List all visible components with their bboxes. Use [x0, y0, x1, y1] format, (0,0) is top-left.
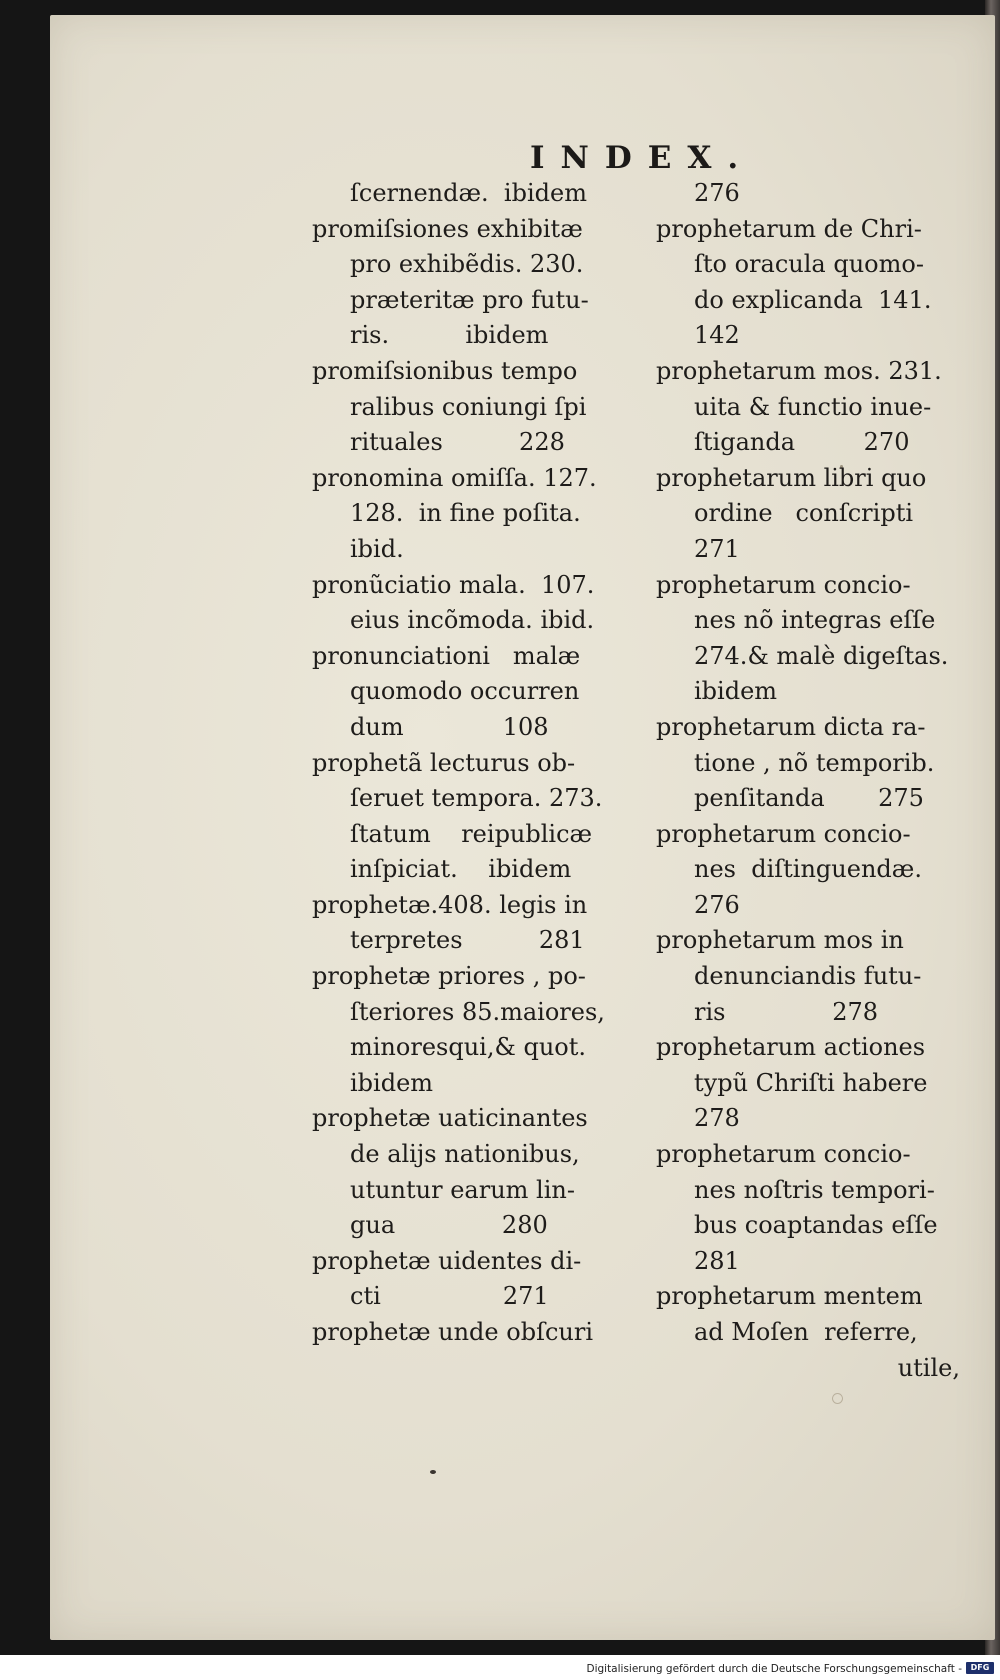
index-entry-continuation: tione , nõ temporib.: [694, 748, 935, 777]
index-entry-continuation: penſitanda 275: [694, 784, 924, 813]
index-entry-continuation: ris. ibidem: [350, 321, 549, 350]
index-entry: prophetæ unde obſcuri: [312, 1318, 593, 1346]
index-entry-continuation: pro exhibẽdis. 230.: [350, 250, 584, 279]
index-entry-continuation: denunciandis futu-: [694, 962, 922, 991]
index-entry-continuation: minoresqui,& quot.: [350, 1033, 586, 1062]
index-entry: prophetæ uidentes di-: [312, 1246, 582, 1275]
index-entry: prophetarum mos in: [656, 926, 904, 955]
index-entry-continuation: ordine conſcripti: [694, 499, 914, 528]
index-entry-continuation: ſteriores 85.maiores,: [350, 997, 605, 1026]
index-entry-continuation: nes nõ integras eſſe: [694, 606, 936, 635]
index-entry-continuation: ibid.: [350, 534, 404, 563]
index-entry-continuation: nes diſtinguendæ.: [694, 855, 922, 884]
index-entry-continuation: quomodo occurren: [350, 677, 580, 706]
index-entry-continuation: ralibus coniungi ſpi: [350, 392, 587, 421]
index-entry: prophetã lecturus ob-: [312, 748, 576, 777]
index-entry-continuation: 281: [694, 1246, 740, 1275]
index-entry: prophetarum libri quo: [656, 463, 927, 492]
index-entry-continuation: 142: [694, 321, 740, 350]
index-column-right: [656, 176, 960, 1386]
index-entry-continuation: cti 271: [350, 1282, 549, 1311]
index-entry: prophetarum actiones: [656, 1033, 926, 1062]
paper-stain: [832, 1393, 843, 1404]
index-entry-continuation: rituales 228: [350, 428, 565, 457]
index-entry-continuation: utuntur earum lin-: [350, 1175, 575, 1204]
index-entry-continuation: ſtatum reipublicæ: [350, 819, 593, 848]
index-entry-continuation: ſeruet tempora. 273.: [350, 784, 603, 813]
index-entry: prophetarum de Chri-: [656, 214, 922, 243]
index-entry-continuation: uita & functio inue-: [694, 392, 932, 421]
index-entry: prophetæ.408. legis in: [312, 890, 588, 919]
index-entry-continuation: do explicanda 141.: [694, 285, 932, 314]
index-entry: promiſsionibus tempo: [312, 356, 578, 385]
index-entry: prophetarum concio-: [656, 819, 911, 848]
index-entry: pronũciatio mala. 107.: [312, 570, 595, 599]
index-entry-continuation: inſpiciat. ibidem: [350, 855, 572, 884]
index-entry-continuation: bus coaptandas eſſe: [694, 1211, 938, 1240]
index-entry-continuation: typũ Chriſti habere: [694, 1068, 928, 1097]
index-entry-continuation: de alijs nationibus,: [350, 1140, 580, 1169]
index-entry: prophetarum dicta ra-: [656, 712, 926, 741]
index-entry: promiſsiones exhibitæ: [312, 214, 583, 243]
index-entry-continuation: terpretes 281: [350, 926, 585, 955]
footer-credit: Digitalisierung gefördert durch die Deutsche Forschungsgemeinschaft -: [586, 1663, 962, 1675]
dfg-logo: DFG: [966, 1662, 994, 1674]
index-column-left: [312, 176, 625, 1351]
index-entry-continuation: ſcernendæ. ibidem: [350, 179, 587, 207]
index-entry-continuation: ſtiganda 270: [694, 428, 910, 457]
index-entry: prophetæ uaticinantes: [312, 1104, 588, 1133]
index-entry-continuation: 271: [694, 534, 740, 563]
index-entry-continuation: dum 108: [350, 712, 549, 741]
index-entry-continuation: ris 278: [694, 997, 879, 1026]
index-entry: pronomina omiſſa. 127.: [312, 463, 597, 492]
index-entry: prophetarum mos. 231.: [656, 356, 942, 385]
page-header: INDEX.: [530, 140, 755, 176]
index-entry-continuation: ad Moſen referre,: [694, 1318, 918, 1346]
index-entry-continuation: ſto oracula quomo-: [694, 250, 924, 279]
paper-stain: [430, 1470, 436, 1474]
index-entry: prophetarum concio-: [656, 1140, 911, 1169]
index-entry-continuation: gua 280: [350, 1211, 548, 1240]
index-entry-continuation: 276: [694, 179, 740, 207]
index-entry-continuation: 276: [694, 890, 740, 919]
index-entry-continuation: ibidem: [694, 677, 778, 706]
index-entry: prophetarum mentem: [656, 1282, 923, 1311]
index-entry: prophetæ priores , po-: [312, 962, 586, 991]
index-entry-continuation: utile,: [897, 1353, 960, 1382]
index-entry: prophetarum concio-: [656, 570, 911, 599]
index-entry-continuation: præteritæ pro futu-: [350, 285, 589, 314]
index-entry-continuation: nes noſtris tempori-: [694, 1175, 935, 1204]
index-entry-continuation: eius incõmoda. ibid.: [350, 606, 595, 635]
index-entry-continuation: ibidem: [350, 1068, 434, 1097]
index-entry-continuation: 278: [694, 1104, 740, 1133]
index-entry-continuation: 128. in fine poſita.: [350, 499, 581, 528]
index-entry-continuation: 274.& malè digeſtas.: [694, 641, 949, 670]
index-entry: pronunciationi malæ: [312, 641, 581, 670]
